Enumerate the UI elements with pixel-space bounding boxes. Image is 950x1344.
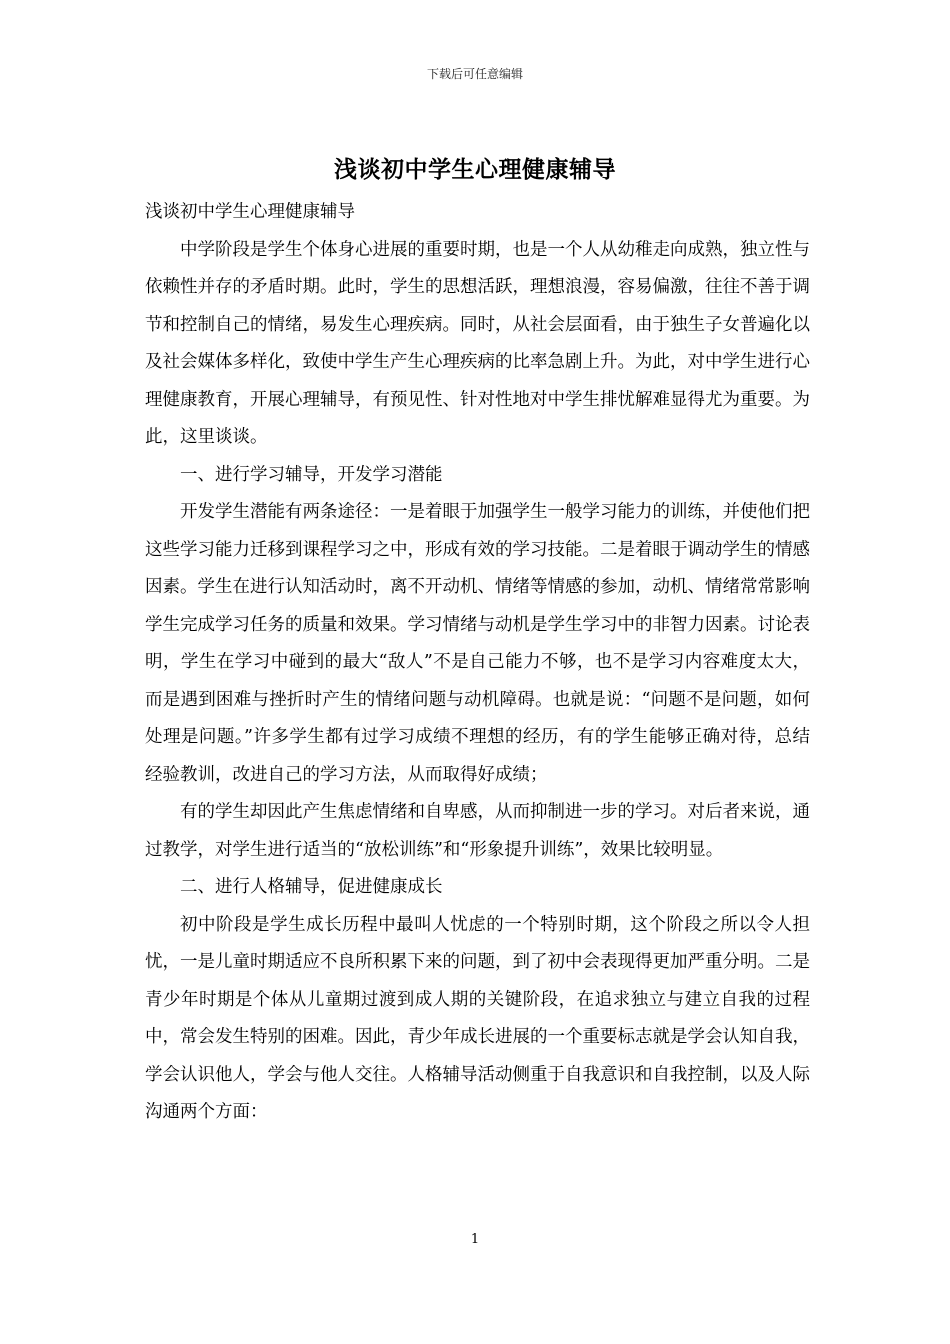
section-heading-2: 二、进行人格辅导，促进健康成长 — [180, 877, 443, 897]
paragraph-anxiety: 有的学生却因此产生焦虑情绪和自卑感，从而抑制进一步的学习。对后者来说，通过教学，对学生进行适当的“放松训练”和“形象提升训练”，效果比较明显。 — [145, 802, 810, 860]
document-body — [145, 194, 810, 1132]
section-heading-1: 一、进行学习辅导，开发学习潜能 — [180, 464, 443, 485]
page-number: 1 — [470, 1232, 480, 1247]
document-title: 浅谈初中学生心理健康辅导 — [334, 156, 616, 183]
paragraph-intro: 中学阶段是学生个体身心进展的重要时期，也是一个人从幼稚走向成熟，独立性与依赖性并存的矛盾时期。此时，学生的思想活跃，理想浪漫，容易偏激，往往不善于调节和控制自己的情绪，易发生心理疾病。同时，从社会层面看，由于独生子女普遍化以及社会媒体多样化，致使中学生产生心理疾病的比率急剧上升。为此，对中学生进行心理健康教育，开展心理辅导，有预见性、针对性地对中学生排忧解难显得尤为重要。为此，这里谈谈。 — [145, 239, 810, 447]
paragraph-personality: 初中阶段是学生成长历程中最叫人忧虑的一个特别时期，这个阶段之所以令人担忧，一是儿童时期适应不良所积累下来的问题，到了初中会表现得更加严重分明。二是青少年时期是个体从儿童期过渡到成人期的关键阶段，在追求独立与建立自我的过程中，常会发生特别的困难。因此，青少年成长进展的一个重要标志就是学会认知自我，学会认识他人，学会与他人交往。人格辅导活动侧重于自我意识和自我控制，以及人际沟通两个方面： — [145, 914, 810, 1122]
subtitle-line: 浅谈初中学生心理健康辅导 — [145, 202, 355, 222]
paragraph-learning: 开发学生潜能有两条途径：一是着眼于加强学生一般学习能力的训练，并使他们把这些学习能力迁移到课程学习之中，形成有效的学习技能。二是着眼于调动学生的情感因素。学生在进行认知活动时，离不开动机、情绪等情感的参加，动机、情绪常常影响学生完成学习任务的质量和效果。学习情绪与动机是学生学习中的非智力因素。讨论表明，学生在学习中碰到的最大“敌人”不是自己能力不够，也不是学习内容难度太大，而是遇到困难与挫折时产生的情绪问题与动机障碍。也就是说：“问题不是问题，如何处理是问题。”许多学生都有过学习成绩不理想的经历，有的学生能够正确对待，总结经验教训，改进自己的学习方法，从而取得好成绩； — [145, 502, 810, 785]
header-note: 下载后可任意编辑 — [426, 67, 523, 81]
